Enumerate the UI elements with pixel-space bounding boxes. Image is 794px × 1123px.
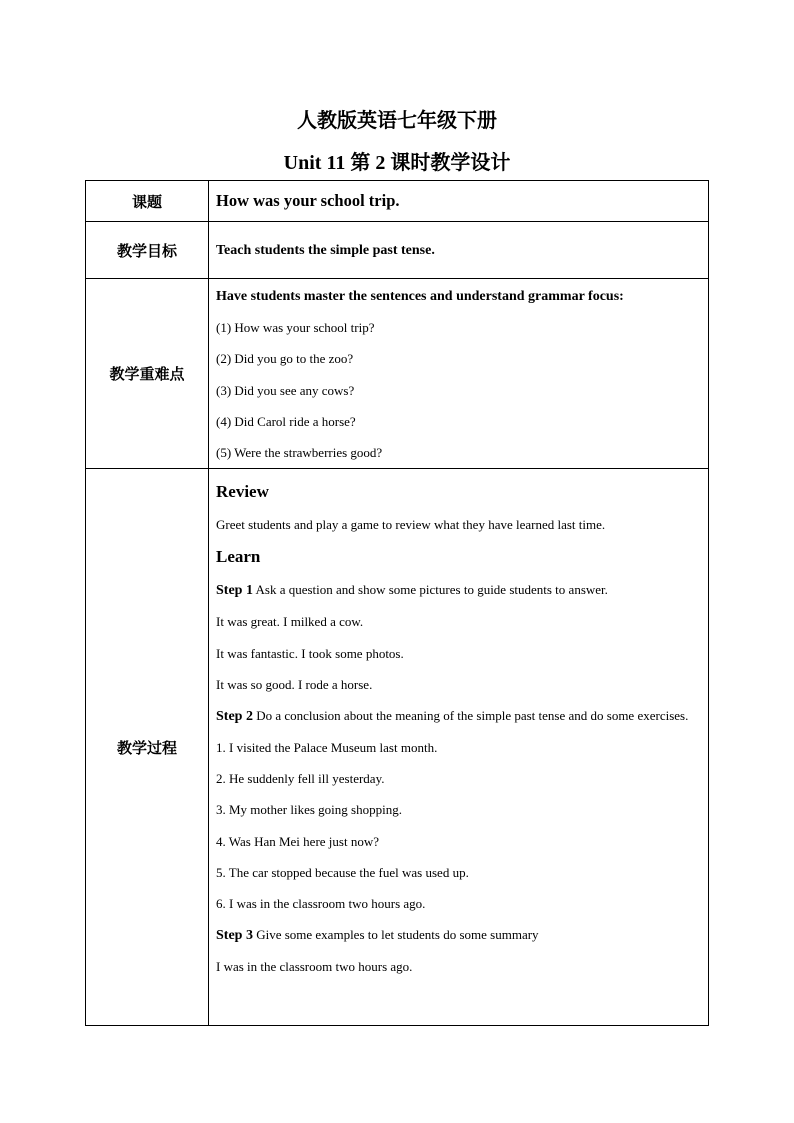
review-text: Greet students and play a game to review what they have learned last time. [216, 517, 606, 533]
step-3-text: Give some examples to let students do some summary [256, 927, 539, 943]
list-item: (4) Did Carol ride a horse? [216, 413, 356, 429]
procedure-cell [209, 469, 709, 1026]
list-item: It was so good. I rode a horse. [216, 676, 373, 692]
list-item: It was fantastic. I took some photos. [216, 645, 404, 661]
list-item: 2. He suddenly fell ill yesterday. [216, 771, 385, 787]
list-item: 1. I visited the Palace Museum last month. [216, 740, 438, 756]
step-2-text: Do a conclusion about the meaning of the simple past tense and do some exercises. [256, 708, 689, 724]
topic-label: 课题 [86, 181, 209, 222]
step-1-text: Ask a question and show some pictures to guide students to answer. [255, 582, 608, 598]
objective-label: 教学目标 [86, 222, 209, 279]
key-points-cell [209, 279, 709, 469]
list-item: (1) How was your school trip? [216, 320, 375, 336]
objective-cell [209, 222, 709, 279]
table-row-topic [86, 181, 709, 222]
procedure-label: 教学过程 [86, 469, 209, 1026]
step-3-label: Step 3 [216, 928, 253, 944]
list-item: 4. Was Han Mei here just now? [216, 833, 379, 849]
lesson-label: 第 2 课时教学设计 [350, 152, 511, 174]
lesson-plan-table [85, 180, 709, 1026]
step-1-label: Step 1 [216, 583, 253, 599]
unit-label: Unit 11 [283, 152, 346, 174]
step-2 [216, 700, 702, 732]
list-item: (3) Did you see any cows? [216, 382, 355, 398]
step-2-label: Step 2 [216, 709, 253, 725]
topic-text: How was your school trip. [216, 191, 400, 210]
list-item: It was great. I milked a cow. [216, 614, 364, 630]
list-item: (5) Were the strawberries good? [216, 445, 383, 461]
step-3 [216, 919, 702, 951]
step-1 [216, 574, 702, 606]
list-item: 6. I was in the classroom two hours ago. [216, 896, 426, 912]
review-heading: Review [216, 482, 269, 502]
list-item: 5. The car stopped because the fuel was used up. [216, 864, 469, 880]
document-subtitle [0, 146, 794, 175]
list-item: (2) Did you go to the zoo? [216, 351, 354, 367]
list-item: 3. My mother likes going shopping. [216, 802, 402, 818]
table-row-objective [86, 222, 709, 279]
key-points-intro: Have students master the sentences and understand grammar focus: [216, 289, 624, 304]
key-points-label: 教学重难点 [86, 279, 209, 469]
list-item: I was in the classroom two hours ago. [216, 959, 413, 975]
learn-heading: Learn [216, 547, 261, 567]
table-row-key-points [86, 279, 709, 469]
table-row-procedure [86, 469, 709, 1026]
document-title: 人教版英语七年级下册 [297, 110, 497, 132]
objective-text: Teach students the simple past tense. [216, 243, 435, 258]
topic-cell [209, 181, 709, 222]
